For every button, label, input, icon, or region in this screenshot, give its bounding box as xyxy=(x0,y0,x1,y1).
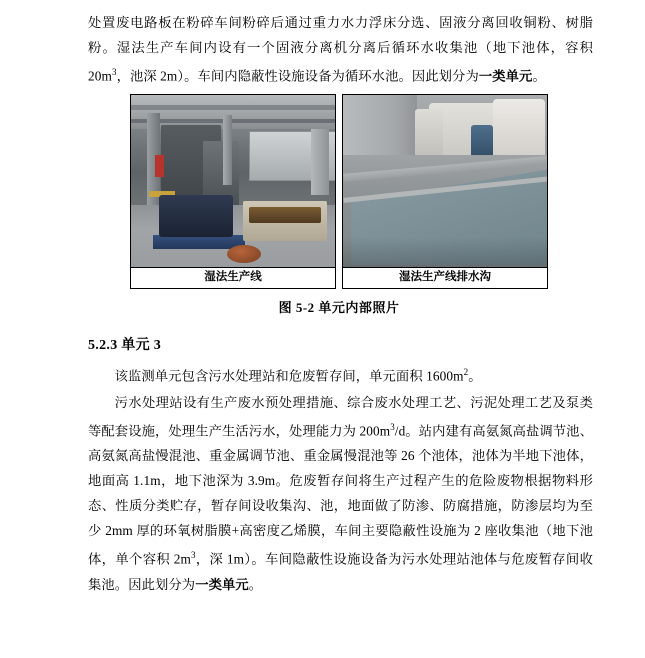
figure-label: 图 5-2 单元内部照片 xyxy=(278,300,400,316)
paragraph-unit2-description xyxy=(88,10,593,88)
photo-caption-wet-production-line: 湿法生产线 xyxy=(131,267,335,288)
wet-production-line-photo xyxy=(131,95,335,267)
text-run: ，深 1m）。车间隐蔽性设施设备为污水处理站池体与危废暂存间收集池。因此划分为 xyxy=(88,551,594,592)
text-run: ，池深 2m）。车间内隐蔽性设施设备为循环水池。因此划分为 xyxy=(116,68,479,84)
photo-cell-wet-production-line xyxy=(130,94,336,289)
text-run: 。 xyxy=(468,368,482,384)
paragraph-unit3-overview xyxy=(88,360,593,388)
superscript-text: 2 xyxy=(463,367,469,378)
text-run: 处置废电路板在粉碎车间粉碎后通过重力水力浮床分选、固液分离回收铜粉、树脂粉。湿法生产车间内设有一个固液分离机分离后循环水收集池（地下池体，容积 20m xyxy=(88,15,593,84)
superscript-text: 3 xyxy=(390,421,395,432)
text-run: 。 xyxy=(248,576,263,592)
photo-caption-drainage-ditch: 湿法生产线排水沟 xyxy=(343,267,547,288)
text-run: 该监测单元包含污水处理站和危废暂存间，单元面积 1600m xyxy=(114,368,464,384)
text-run: 污水处理站设有生产废水预处理措施、综合废水处理工艺、污泥处理工艺及泵类等配套设施，处理生产生活污水，处理能力为 200m xyxy=(88,394,593,439)
superscript-text: 3 xyxy=(111,67,117,77)
text-run: /d。站内建有高氨氮高盐调节池、高氨氮高盐慢混池、重金属调节池、重金属慢混池等 26 个池体，池体为半地下池体，地面高 1.1m，地下池深为 3.9m。危废暂存间将生产过程产生的危险废物根据物料形态、性质分类贮存，暂存间设收集沟、池，地面做了防渗、防腐措施，防渗层均为至少 2mm 厚的环氧树脂膜+高密度乙烯膜，车间主要隐蔽性设施为 2 座收集池（地下池体，单个容积 2m xyxy=(88,423,593,567)
photo-row xyxy=(130,94,548,289)
wet-production-line-drainage-ditch-photo xyxy=(343,95,547,267)
emphasis-text: 一类单元 xyxy=(195,576,249,592)
text-run: 。 xyxy=(532,68,546,84)
section-heading-5-2-3: 5.2.3 单元 3 xyxy=(88,338,161,354)
emphasis-text: 一类单元 xyxy=(478,68,533,84)
figure-5-2 xyxy=(130,94,548,316)
superscript-text: 3 xyxy=(190,550,196,561)
paragraph-unit3-details xyxy=(88,390,593,597)
photo-cell-drainage-ditch xyxy=(342,94,548,289)
